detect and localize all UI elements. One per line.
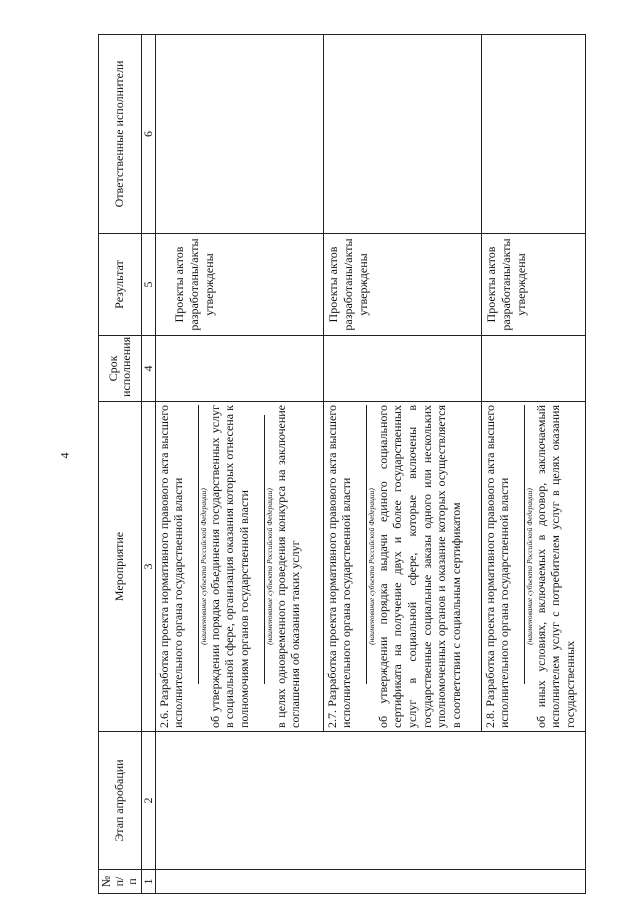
header-row [99, 35, 142, 894]
deadline-cell [323, 336, 481, 402]
result-text: Проекты актов разработаны/акты утверждены [325, 238, 370, 331]
result-text: Проекты актов разработаны/акты утверждены [171, 238, 216, 331]
deadline-cell [155, 336, 323, 402]
header-number: № п/п [99, 870, 142, 894]
result-text: Проекты актов разработаны/акты утверждены [483, 238, 528, 331]
column-number: 4 [141, 336, 155, 402]
result-cell [323, 234, 481, 336]
stage-cell [155, 732, 585, 870]
activity-cell [481, 402, 585, 732]
result-cell [155, 234, 323, 336]
column-number-row [141, 35, 155, 894]
deadline-cell [481, 336, 585, 402]
responsible-cell [481, 35, 585, 234]
column-number: 1 [141, 870, 155, 894]
activity-body: об иных условиях, включаемых в договор, заключаемый исполнителем услуг с потребителем услуг в целях оказания государственных [533, 405, 578, 728]
table-row [155, 35, 323, 894]
table-container [98, 34, 626, 894]
result-cell [481, 234, 585, 336]
responsible-cell [323, 35, 481, 234]
activity-body: об утверждении порядка выдачи единого социального сертификата на получение двух и более государственных услуг в социальной сфере, которые включены в государственные социальные заказы одного или нескольких уполномоченных органов и оказание которых осуществляется в соответствии с социальным сертификатом [375, 405, 463, 728]
column-number: 6 [141, 35, 155, 234]
page-number: 4 [57, 452, 72, 459]
blank-line [354, 405, 367, 684]
number-cell [155, 870, 585, 894]
blank-line [252, 415, 265, 684]
activity-cell [323, 402, 481, 732]
activity-title: 2.6. Разработка проекта нормативного правового акта высшего исполнительного органа государственной власти [156, 405, 186, 728]
activity-cell [155, 402, 323, 732]
activity-body-continued: в целях одновременного проведения конкурса на заключение соглашения об оказании таких услуг [273, 405, 303, 728]
column-number: 2 [141, 732, 155, 870]
activity-title: 2.7. Разработка проекта нормативного правового акта высшего исполнительного органа государственной власти [324, 405, 354, 728]
column-number: 5 [141, 234, 155, 336]
header-activity: Мероприятие [99, 402, 142, 732]
approbation-plan-table [98, 34, 586, 894]
field-hint: (наименование субъекта Российской Федерации) [524, 488, 534, 645]
field-hint: (наименование субъекта Российской Федерации) [264, 488, 274, 645]
field-hint: (наименование субъекта Российской Федерации) [366, 488, 376, 645]
activity-title: 2.8. Разработка проекта нормативного правового акта высшего исполнительного органа государственной власти [482, 405, 512, 728]
field-hint: (наименование субъекта Российской Федерации) [198, 488, 208, 645]
header-result: Результат [99, 234, 142, 336]
activity-body: об утверждении порядка объединения государственных услуг в социальной сфере, организация оказания которых отнесена к полномочиям органов государственной власти [207, 405, 252, 728]
blank-line [512, 405, 525, 684]
responsible-cell [155, 35, 323, 234]
header-deadline: Срок исполнения [99, 336, 142, 402]
column-number: 3 [141, 402, 155, 732]
blank-line [186, 405, 199, 684]
header-stage: Этап апробации [99, 732, 142, 870]
result-spacer [158, 238, 172, 331]
rotated-table-layout [98, 34, 626, 894]
header-responsible: Ответственные исполнители [99, 35, 142, 234]
